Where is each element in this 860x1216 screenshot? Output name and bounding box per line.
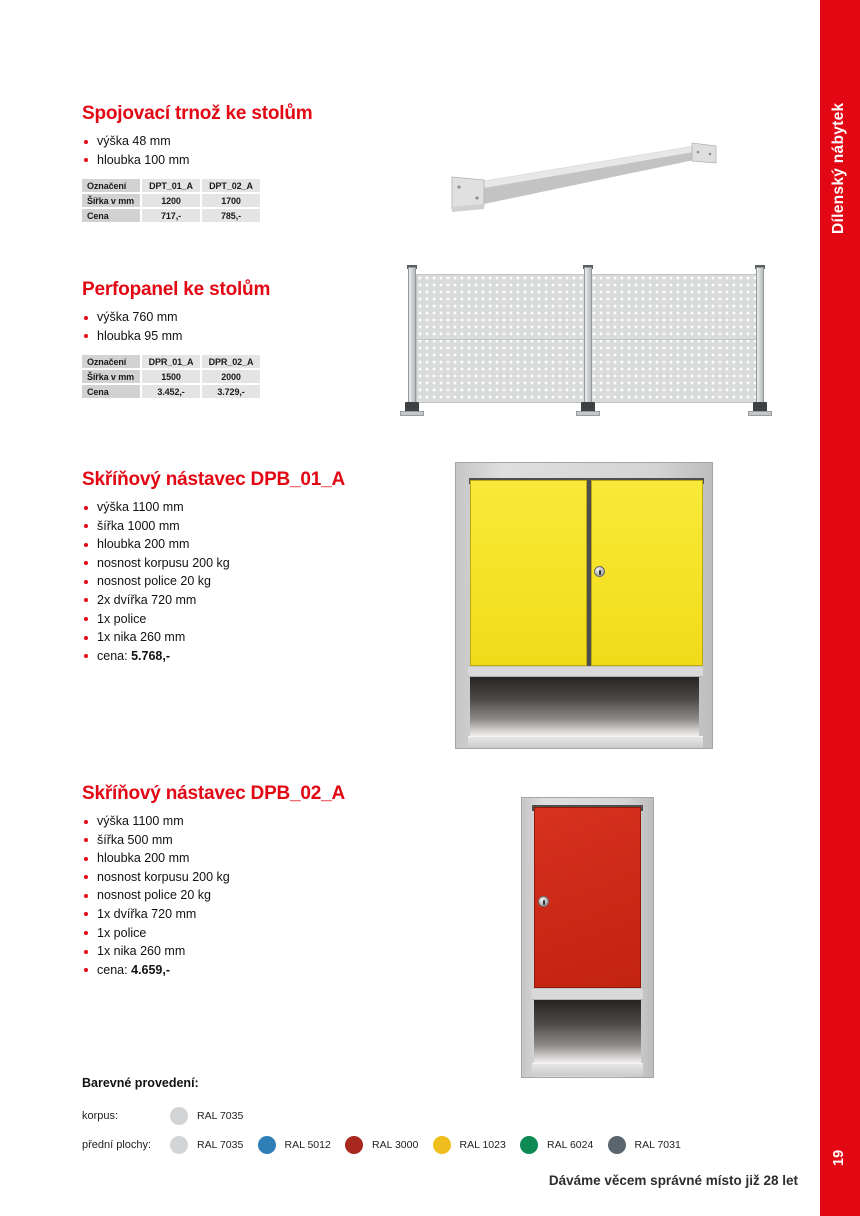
post-base bbox=[576, 411, 600, 416]
front-color-row bbox=[82, 1135, 782, 1155]
bullet-icon bbox=[84, 506, 88, 510]
cabinet-door bbox=[534, 807, 641, 988]
price-table bbox=[80, 177, 262, 224]
panel-seam bbox=[417, 339, 585, 340]
spec-bullet: 1x police bbox=[82, 610, 412, 629]
spec-bullet: 2x dvířka 720 mm bbox=[82, 591, 412, 610]
spec-bullet: nosnost korpusu 200 kg bbox=[82, 868, 412, 887]
row-header-cell: Cena bbox=[82, 209, 140, 222]
product-title: Spojovací trnož ke stolům bbox=[82, 103, 313, 124]
ral-code-label: RAL 1023 bbox=[459, 1139, 506, 1151]
table-row bbox=[82, 355, 260, 368]
ral-swatch bbox=[608, 1136, 696, 1154]
bullet-icon bbox=[84, 838, 88, 842]
middle-frame-bar bbox=[532, 988, 643, 1000]
value-cell: DPR_02_A bbox=[202, 355, 260, 368]
spec-bullet: hloubka 200 mm bbox=[82, 849, 412, 868]
panel-seam bbox=[591, 339, 757, 340]
bullet-icon bbox=[84, 617, 88, 621]
bullet-icon bbox=[84, 875, 88, 879]
bullet-icon bbox=[84, 334, 88, 338]
value-cell: 1500 bbox=[142, 370, 200, 383]
middle-frame-bar bbox=[468, 666, 703, 677]
product-section-dpb01 bbox=[82, 469, 412, 665]
row-header-cell: Označení bbox=[82, 179, 140, 192]
ral-swatch bbox=[433, 1136, 521, 1154]
bottom-frame-bar bbox=[468, 736, 703, 748]
ral-swatch bbox=[170, 1107, 258, 1125]
color-swatch-icon bbox=[170, 1136, 188, 1154]
spec-list bbox=[82, 498, 412, 665]
spec-bullet: nosnost police 20 kg bbox=[82, 572, 412, 591]
spec-bullet: šířka 500 mm bbox=[82, 831, 412, 850]
bullet-icon bbox=[84, 857, 88, 861]
spec-bullet: hloubka 95 mm bbox=[82, 327, 412, 346]
korpus-swatches bbox=[170, 1107, 258, 1125]
table-row bbox=[82, 179, 260, 192]
product-section-perfopanel bbox=[82, 279, 412, 400]
bullet-icon bbox=[84, 598, 88, 602]
ral-swatch bbox=[345, 1136, 433, 1154]
table-row bbox=[82, 194, 260, 207]
open-niche bbox=[470, 677, 699, 736]
spec-bullet: nosnost korpusu 200 kg bbox=[82, 554, 412, 573]
ral-code-label: RAL 5012 bbox=[284, 1139, 331, 1151]
connector-bar-image bbox=[440, 102, 740, 212]
row-header-cell: Šířka v mm bbox=[82, 194, 140, 207]
spec-bullet: hloubka 200 mm bbox=[82, 535, 412, 554]
value-cell: DPT_01_A bbox=[142, 179, 200, 192]
bullet-icon bbox=[84, 636, 88, 640]
spec-bullet: hloubka 100 mm bbox=[82, 151, 412, 170]
ral-code-label: RAL 3000 bbox=[372, 1139, 419, 1151]
footer-slogan: Dáváme věcem správné místo již 28 let bbox=[548, 1173, 798, 1188]
value-cell: 3.729,- bbox=[202, 385, 260, 398]
spec-list bbox=[82, 308, 412, 345]
value-cell: DPT_02_A bbox=[202, 179, 260, 192]
front-surfaces-label: přední plochy: bbox=[82, 1139, 152, 1151]
bullet-icon bbox=[84, 580, 88, 584]
bullet-icon bbox=[84, 524, 88, 528]
cabinet-door-left bbox=[470, 480, 587, 666]
spec-list bbox=[82, 132, 412, 169]
spec-bullet: výška 1100 mm bbox=[82, 498, 412, 517]
row-header-cell: Označení bbox=[82, 355, 140, 368]
spec-bullet: nosnost police 20 kg bbox=[82, 886, 412, 905]
color-swatch-icon bbox=[433, 1136, 451, 1154]
spec-bullet: šířka 1000 mm bbox=[82, 517, 412, 536]
bullet-icon bbox=[84, 543, 88, 547]
cabinet-door-right bbox=[591, 480, 703, 666]
yellow-cabinet-image bbox=[455, 462, 713, 749]
product-section-dpb02 bbox=[82, 783, 412, 979]
color-options bbox=[82, 1076, 782, 1164]
price-bullet: cena: 5.768,- bbox=[82, 647, 412, 666]
bullet-icon bbox=[84, 140, 88, 144]
spec-bullet: 1x nika 260 mm bbox=[82, 942, 412, 961]
spec-list bbox=[82, 812, 412, 979]
product-title: Skříňový nástavec DPB_02_A bbox=[82, 783, 346, 804]
spec-bullet: výška 48 mm bbox=[82, 132, 412, 151]
bullet-icon bbox=[84, 950, 88, 954]
price-table bbox=[80, 353, 262, 400]
post-base bbox=[748, 411, 772, 416]
value-cell: 3.452,- bbox=[142, 385, 200, 398]
value-cell: 785,- bbox=[202, 209, 260, 222]
spec-bullet: výška 1100 mm bbox=[82, 812, 412, 831]
table-row bbox=[82, 385, 260, 398]
value-cell: 717,- bbox=[142, 209, 200, 222]
spec-bullet: 1x police bbox=[82, 924, 412, 943]
bullet-icon bbox=[84, 968, 88, 972]
bottom-frame-bar bbox=[532, 1063, 643, 1076]
table-row bbox=[82, 209, 260, 222]
bullet-icon bbox=[84, 561, 88, 565]
bullet-icon bbox=[84, 894, 88, 898]
color-swatch-icon bbox=[170, 1107, 188, 1125]
spec-bullet: výška 760 mm bbox=[82, 308, 412, 327]
value-cell: 1700 bbox=[202, 194, 260, 207]
color-options-heading: Barevné provedení: bbox=[82, 1076, 199, 1090]
ral-swatch bbox=[170, 1136, 258, 1154]
lock-icon bbox=[594, 566, 605, 577]
bullet-icon bbox=[84, 316, 88, 320]
lock-icon bbox=[538, 896, 549, 907]
value-cell: DPR_01_A bbox=[142, 355, 200, 368]
sidebar-category-label: Dílenský nábytek bbox=[830, 102, 847, 234]
color-swatch-icon bbox=[608, 1136, 626, 1154]
front-swatches bbox=[170, 1136, 695, 1154]
panel-post bbox=[584, 267, 592, 409]
ral-code-label: RAL 6024 bbox=[547, 1139, 594, 1151]
bullet-icon bbox=[84, 654, 88, 658]
korpus-label: korpus: bbox=[82, 1110, 119, 1122]
panel-post bbox=[408, 267, 416, 409]
ral-code-label: RAL 7035 bbox=[197, 1139, 244, 1151]
row-header-cell: Cena bbox=[82, 385, 140, 398]
ral-swatch bbox=[520, 1136, 608, 1154]
korpus-color-row bbox=[82, 1106, 782, 1126]
table-row bbox=[82, 370, 260, 383]
price-bullet: cena: 4.659,- bbox=[82, 961, 412, 980]
ral-code-label: RAL 7031 bbox=[634, 1139, 681, 1151]
post-base bbox=[400, 411, 424, 416]
bullet-icon bbox=[84, 820, 88, 824]
product-title: Skříňový nástavec DPB_01_A bbox=[82, 469, 346, 490]
product-section-trnoz bbox=[82, 103, 412, 224]
value-cell: 1200 bbox=[142, 194, 200, 207]
color-swatch-icon bbox=[520, 1136, 538, 1154]
spec-bullet: 1x dvířka 720 mm bbox=[82, 905, 412, 924]
page-number: 19 bbox=[831, 1149, 847, 1167]
color-swatch-icon bbox=[258, 1136, 276, 1154]
ral-swatch bbox=[258, 1136, 346, 1154]
bullet-icon bbox=[84, 158, 88, 162]
bullet-icon bbox=[84, 931, 88, 935]
spec-bullet: 1x nika 260 mm bbox=[82, 628, 412, 647]
red-cabinet-image bbox=[521, 797, 654, 1078]
panel-post bbox=[756, 267, 764, 409]
product-title: Perfopanel ke stolům bbox=[82, 279, 271, 300]
value-cell: 2000 bbox=[202, 370, 260, 383]
ral-code-label: RAL 7035 bbox=[197, 1110, 244, 1122]
color-swatch-icon bbox=[345, 1136, 363, 1154]
open-niche bbox=[534, 1000, 641, 1063]
row-header-cell: Šířka v mm bbox=[82, 370, 140, 383]
bullet-icon bbox=[84, 912, 88, 916]
perfopanel-image bbox=[398, 262, 770, 422]
